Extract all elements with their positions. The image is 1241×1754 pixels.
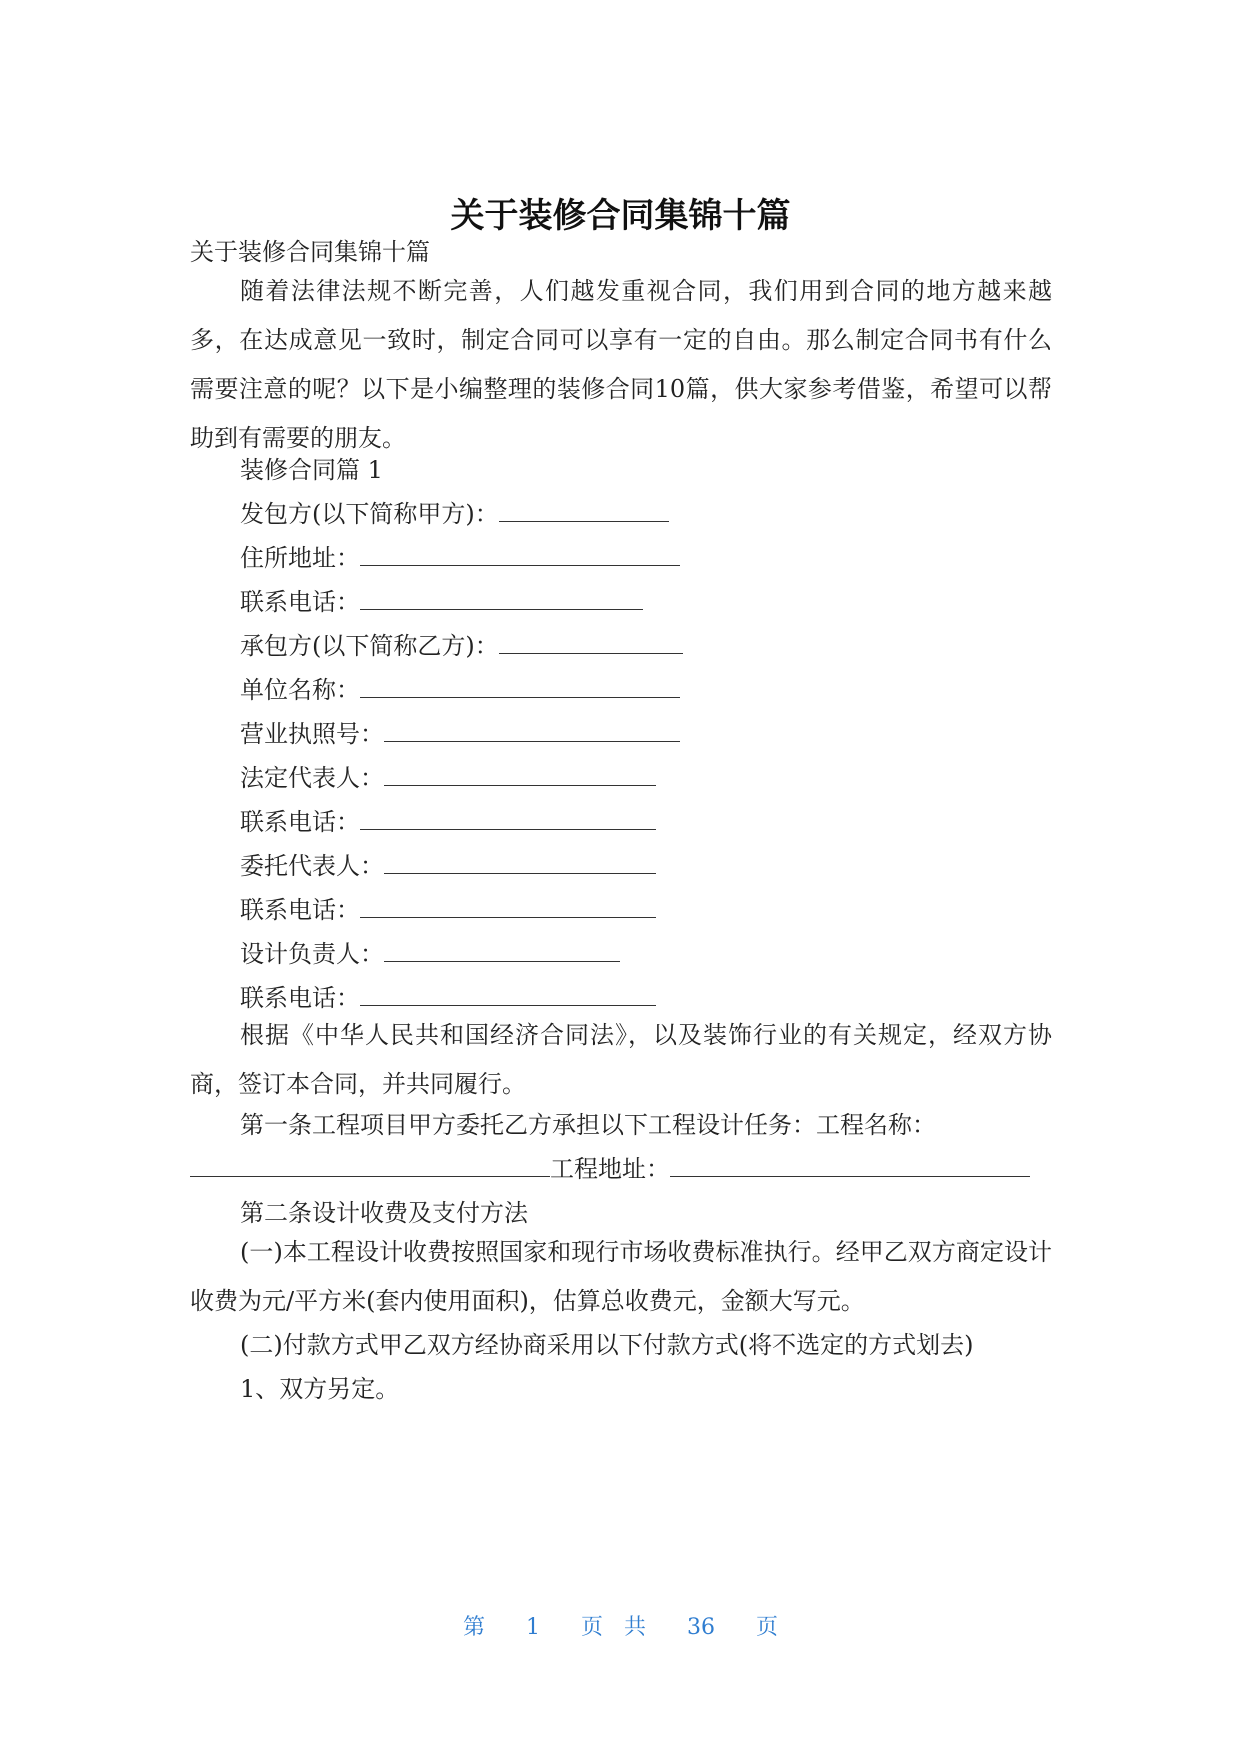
field-row [240, 758, 656, 793]
blank-line [384, 939, 620, 962]
field-label: 承包方(以下简称乙方)： [240, 632, 499, 660]
field-row [240, 494, 669, 529]
footer-page-suffix: 页 [756, 1615, 779, 1640]
field-label: 设计负责人： [240, 940, 384, 968]
field-row [240, 934, 620, 969]
field-row [240, 714, 680, 749]
field-label: 法定代表人： [240, 764, 384, 792]
document-subtitle: 关于装修合同集锦十篇 [190, 238, 430, 266]
blank-line [360, 675, 680, 698]
address-label: 工程地址： [550, 1155, 670, 1183]
field-label: 联系电话： [240, 808, 360, 836]
article2-heading: 第二条设计收费及支付方法 [240, 1199, 528, 1227]
field-label: 联系电话： [240, 984, 360, 1012]
blank-line [670, 1154, 1030, 1177]
blank-line [190, 1154, 550, 1177]
field-label: 联系电话： [240, 896, 360, 924]
field-label: 单位名称： [240, 676, 360, 704]
field-row [240, 890, 656, 925]
intro-paragraph: 随着法律法规不断完善，人们越发重视合同，我们用到合同的地方越来越多，在达成意见一致时，制定合同可以享有一定的自由。那么制定合同书有什么需要注意的呢？以下是小编整理的装修合同10篇，供大家参考借鉴，希望可以帮助到有需要的朋友。 [190, 277, 1052, 452]
field-row [240, 538, 680, 573]
basis-paragraph: 根据《中华人民共和国经济合同法》，以及装饰行业的有关规定，经双方协商，签订本合同，并共同履行。 [190, 1021, 1052, 1098]
footer-page-word: 第 [462, 1615, 485, 1640]
article2-item2: (二)付款方式甲乙双方经协商采用以下付款方式(将不选定的方式划去) [240, 1331, 974, 1359]
field-row [240, 670, 680, 705]
article2-item1: (一)本工程设计收费按照国家和现行市场收费标准执行。经甲乙双方商定设计收费为元/平方米(套内使用面积)，估算总收费元，金额大写元。 [190, 1238, 1052, 1315]
field-row [240, 846, 656, 881]
article2-item3: 1、双方另定。 [240, 1375, 400, 1403]
field-row [240, 978, 656, 1013]
footer-total-word: 页 共 [581, 1615, 646, 1640]
section-heading: 装修合同篇 1 [240, 456, 383, 484]
field-row [240, 802, 656, 837]
blank-line [499, 631, 683, 654]
blank-line [360, 807, 656, 830]
blank-line [499, 499, 669, 522]
blank-line [360, 983, 656, 1006]
article1-address-row [190, 1149, 1030, 1184]
blank-line [360, 587, 643, 610]
page-footer [0, 1610, 1241, 1641]
field-label: 联系电话： [240, 588, 360, 616]
field-row [240, 626, 683, 661]
field-label: 营业执照号： [240, 720, 384, 748]
blank-line [360, 543, 680, 566]
document-title: 关于装修合同集锦十篇 [450, 196, 791, 236]
field-label: 委托代表人： [240, 852, 384, 880]
blank-line [384, 719, 680, 742]
footer-page-number: 1 [526, 1615, 540, 1640]
blank-line [360, 895, 656, 918]
blank-line [384, 763, 656, 786]
field-label: 住所地址： [240, 544, 360, 572]
blank-line [384, 851, 656, 874]
field-label: 发包方(以下简称甲方)： [240, 500, 499, 528]
footer-total-pages: 36 [687, 1615, 715, 1640]
article1-text: 第一条工程项目甲方委托乙方承担以下工程设计任务：工程名称： [240, 1111, 936, 1139]
field-row [240, 582, 643, 617]
